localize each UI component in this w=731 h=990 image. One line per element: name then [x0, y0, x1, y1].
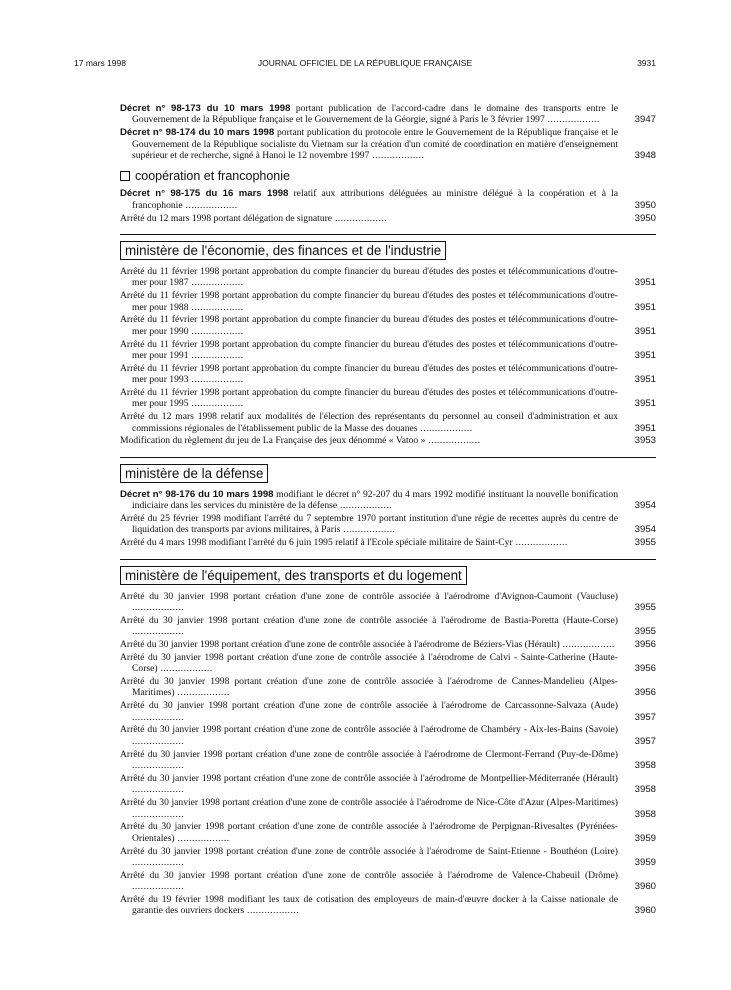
toc-page-number: 3951 [634, 325, 656, 337]
toc-entry-text [120, 773, 618, 796]
toc-page-number: 3947 [634, 114, 656, 126]
toc-entry-title: portant publication du protocole entre le Gouvernement de la République française et le Gouvernement de la République socialiste du Vietnam sur la création d'un comité de coordination en matière d'enseignement supérieur et de recherche, signé à Hanoi le 12 novembre 1997 [132, 127, 618, 162]
toc-page-number: 3953 [634, 435, 656, 447]
dot-leader: .................. [174, 832, 230, 844]
toc-entry-title: Arrêté du 4 mars 1998 modifiant l'arrêté du 6 juin 1995 relatif à l'Ecole spéciale militaire de Saint-Cyr [120, 537, 513, 549]
toc-entry-title: Arrêté du 30 janvier 1998 portant création d'une zone de contrôle associée à l'aérodrome de Bastia-Poretta (Haute-Corse) [120, 614, 618, 626]
toc-entry-text [120, 188, 618, 211]
dot-leader: .................. [174, 687, 230, 699]
toc-entry-title: Arrêté du 30 janvier 1998 portant création d'une zone de contrôle associée à l'aérodrome de Carcassonne-Salvaza (Aude) [120, 700, 618, 712]
toc-entry [120, 870, 656, 893]
toc-entry-text [120, 363, 618, 386]
subsection-heading [120, 169, 656, 183]
toc-entry-text [120, 314, 618, 337]
toc-page-number: 3955 [634, 602, 656, 614]
toc-page-number: 3956 [634, 687, 656, 699]
toc-entry-title: relatif aux attributions déléguées au ministre délégué à la coopération et à la francophonie [132, 188, 618, 211]
toc-page-number: 3950 [634, 199, 656, 211]
toc-entry-title: Arrêté du 12 mars 1998 relatif aux modalités de l'élection des représentants du personnel au conseil d'administration et aux commissions régionales de l'établissement public de la Masse des douanes [120, 411, 618, 434]
toc-entry-text [120, 591, 618, 614]
dot-leader: .................. [132, 626, 185, 638]
toc-entry [120, 652, 656, 675]
toc-entry-title: Arrêté du 30 janvier 1998 portant création d'une zone de contrôle associée à l'aérodrome de Béziers-Vias (Hérault) [120, 639, 560, 651]
dot-leader: .................. [132, 881, 185, 893]
toc-entry-title: Arrêté du 11 février 1998 portant approbation du compte financier du bureau d'études des postes et télécommunications d'outre-mer pour 1988 [120, 290, 618, 313]
dot-leader: .................. [157, 663, 213, 675]
dot-leader: .................. [544, 114, 600, 126]
toc-page-number: 3950 [634, 212, 656, 224]
dot-leader: .................. [417, 422, 473, 434]
toc-entry [120, 188, 656, 211]
toc-entry-title: Arrêté du 11 février 1998 portant approbation du compte financier du bureau d'études des postes et télécommunications d'outre-mer pour 1995 [120, 387, 618, 410]
toc-entry-text [120, 266, 618, 289]
journal-title: JOURNAL OFFICIEL DE LA RÉPUBLIQUE FRANÇAISE [257, 58, 473, 68]
toc-entry-title: Arrêté du 11 février 1998 portant approbation du compte financier du bureau d'études des postes et télécommunications d'outre-mer pour 1987 [120, 266, 618, 289]
toc-entry-text [120, 676, 618, 699]
toc-page-number: 3957 [634, 711, 656, 723]
toc-entry [120, 103, 656, 126]
toc-entry-title: Arrêté du 19 février 1998 modifiant les taux de cotisation des employeurs de main-d'œuvre docker à la Caisse nationale de garantie des ouvriers dockers [120, 893, 618, 917]
toc-entry-title: Arrêté du 30 janvier 1998 portant création d'une zone de contrôle associée à l'aérodrome d'Avignon-Caumont (Vaucluse) [120, 590, 618, 602]
dot-leader: .................. [188, 398, 244, 410]
ministry-section-heading: ministère de la défense [120, 464, 268, 483]
toc-page-number: 3959 [634, 832, 656, 844]
toc-entry-text [120, 821, 618, 844]
toc-entry [120, 489, 656, 512]
toc-page-number: 3957 [634, 735, 656, 747]
toc-entry-title: portant publication de l'accord-cadre dans le domaine des transports entre le Gouvernement de la République française et le Gouvernement de la Géorgie, signé à Paris le 3 février 1997 [132, 103, 618, 126]
toc-entry-title: Arrêté du 30 janvier 1998 portant création d'une zone de contrôle associée à l'aérodrome de Perpignan-Rivesaltes (Pyrénées-Orientales) [120, 821, 618, 844]
decree-reference: Décret n° 98-176 du 10 mars 1998 [120, 488, 274, 500]
toc-entry [120, 773, 656, 796]
toc-entry-text [120, 749, 618, 772]
dot-leader: .................. [512, 537, 568, 549]
toc-entry [120, 266, 656, 289]
toc-entry-text [120, 489, 618, 512]
toc-page-number: 3956 [634, 663, 656, 675]
toc-entry [120, 127, 656, 161]
toc-entry-text [120, 537, 618, 548]
dot-leader: .................. [188, 374, 244, 386]
toc-entry [120, 213, 656, 224]
toc-entry-title: Arrêté du 12 mars 1998 portant délégation de signature [120, 212, 333, 224]
toc-page-number: 3951 [634, 422, 656, 434]
dot-leader: .................. [244, 905, 300, 917]
dot-leader: .................. [132, 856, 185, 868]
dot-leader: .................. [559, 639, 615, 651]
ministry-section-heading: ministère de l'économie, des finances et de l'industrie [120, 241, 446, 260]
dot-leader: .................. [182, 199, 238, 211]
toc-entry [120, 639, 656, 650]
toc-entry-text [120, 652, 618, 675]
toc-entry-text [120, 127, 618, 161]
dot-leader: .................. [188, 350, 244, 362]
toc-entry-text [120, 103, 618, 126]
toc-entry-text [120, 339, 618, 362]
toc-entry [120, 435, 656, 446]
toc-entry-text [120, 435, 618, 446]
toc-entry [120, 363, 656, 386]
header-date: 17 mars 1998 [74, 58, 126, 68]
toc-entry-text [120, 870, 618, 893]
toc-entry [120, 513, 656, 536]
toc-page-number: 3960 [634, 905, 656, 917]
section-divider [120, 559, 656, 591]
toc-page-number: 3951 [634, 398, 656, 410]
dot-leader: .................. [337, 500, 393, 512]
toc-entry-title: Arrêté du 30 janvier 1998 portant création d'une zone de contrôle associée à l'aérodrome de Nice-Côte d'Azur (Alpes-Maritimes) [120, 797, 618, 809]
dot-leader: .................. [425, 435, 481, 447]
toc-entry [120, 537, 656, 548]
ministry-section-heading: ministère de l'équipement, des transports et du logement [120, 566, 467, 585]
decree-reference: Décret n° 98-173 du 10 mars 1998 [120, 103, 291, 114]
toc-entry-text [120, 411, 618, 434]
dot-leader: .................. [132, 784, 185, 796]
dot-leader: .................. [132, 760, 185, 772]
toc-page-number: 3959 [634, 856, 656, 868]
toc-entry [120, 894, 656, 917]
toc-entry-text [120, 639, 618, 650]
toc-entry-title: Arrêté du 30 janvier 1998 portant création d'une zone de contrôle associée à l'aérodrome de Chambéry - Aix-les-Bains (Savoie) [120, 724, 618, 736]
toc-entry [120, 387, 656, 410]
toc-entry-text [120, 894, 618, 917]
toc-entry-text [120, 615, 618, 638]
toc-entry-text [120, 846, 618, 869]
toc-page-number: 3954 [634, 500, 656, 512]
toc-entry-text [120, 700, 618, 723]
toc-entry-title: Arrêté du 11 février 1998 portant approbation du compte financier du bureau d'études des postes et télécommunications d'outre-mer pour 1993 [120, 362, 618, 386]
toc-entry [120, 749, 656, 772]
toc-entry-title: Arrêté du 30 janvier 1998 portant création d'une zone de contrôle associée à l'aérodrome de Saint-Etienne - Bouthéon (Loire) [120, 845, 618, 857]
dot-leader: .................. [332, 212, 388, 224]
toc-entry [120, 314, 656, 337]
toc-page-number: 3958 [634, 808, 656, 820]
toc-entry-title: Modification du règlement du jeu de La Française des jeux dénommé « Vatoo » [120, 435, 426, 447]
toc-entry-text [120, 290, 618, 313]
dot-leader: .................. [188, 301, 244, 313]
toc-page-number: 3948 [634, 150, 656, 162]
dot-leader: .................. [369, 150, 425, 162]
toc-entry [120, 700, 656, 723]
toc-entry-title: Arrêté du 30 janvier 1998 portant création d'une zone de contrôle associée à l'aérodrome de Valence-Chabeuil (Drôme) [120, 869, 618, 881]
toc-page-number: 3951 [634, 374, 656, 386]
toc-entry [120, 676, 656, 699]
toc-entry-title: Arrêté du 30 janvier 1998 portant création d'une zone de contrôle associée à l'aérodrome de Montpellier-Méditerranée (Hérault) [120, 772, 618, 784]
section-divider [120, 457, 656, 489]
dot-leader: .................. [132, 808, 185, 820]
section-divider [120, 234, 656, 266]
toc-page-number: 3951 [634, 277, 656, 289]
toc-page-number: 3951 [634, 350, 656, 362]
toc-entry [120, 846, 656, 869]
toc-entry-title: Arrêté du 11 février 1998 portant approbation du compte financier du bureau d'études des postes et télécommunications d'outre-mer pour 1990 [120, 314, 618, 337]
checkbox-square-icon [120, 171, 130, 181]
toc-page-number: 3960 [634, 881, 656, 893]
toc-page-number: 3958 [634, 784, 656, 796]
toc-entry [120, 290, 656, 313]
toc-entry [120, 615, 656, 638]
decree-reference: Décret n° 98-174 du 10 mars 1998 [120, 127, 275, 139]
header-page-number: 3931 [637, 58, 656, 68]
toc-page-number: 3955 [634, 626, 656, 638]
decree-reference: Décret n° 98-175 du 16 mars 1998 [120, 188, 289, 200]
table-of-contents [120, 103, 656, 918]
toc-page-number: 3955 [634, 537, 656, 549]
toc-entry [120, 821, 656, 844]
toc-entry-text [120, 213, 618, 224]
toc-entry [120, 339, 656, 362]
dot-leader: .................. [340, 524, 396, 536]
dot-leader: .................. [132, 735, 185, 747]
dot-leader: .................. [188, 277, 244, 289]
toc-entry [120, 797, 656, 820]
toc-entry [120, 724, 656, 747]
toc-entry-title: modifiant le décret n° 92-207 du 4 mars 1992 modifié instituant la nouvelle bonification indiciaire dans les services du ministère de la défense [132, 488, 618, 512]
subsection-title: coopération et francophonie [135, 169, 290, 184]
toc-page-number: 3958 [634, 760, 656, 772]
page-header [74, 58, 656, 70]
toc-entry-text [120, 513, 618, 536]
toc-page-number: 3956 [634, 639, 656, 651]
toc-entry-text [120, 724, 618, 747]
toc-entry [120, 591, 656, 614]
toc-page-number: 3951 [634, 301, 656, 313]
toc-entry-title: Arrêté du 30 janvier 1998 portant création d'une zone de contrôle associée à l'aérodrome de Clermont-Ferrand (Puy-de-Dôme) [120, 748, 618, 760]
toc-page-number: 3954 [634, 524, 656, 536]
toc-entry-text [120, 797, 618, 820]
dot-leader: .................. [132, 711, 185, 723]
dot-leader: .................. [132, 602, 185, 614]
toc-entry-title: Arrêté du 30 janvier 1998 portant création d'une zone de contrôle associée à l'aérodrome de Calvi - Sainte-Catherine (Haute-Corse) [120, 651, 618, 675]
toc-entry-title: Arrêté du 11 février 1998 portant approbation du compte financier du bureau d'études des postes et télécommunications d'outre-mer pour 1991 [120, 338, 618, 362]
toc-entry-title: Arrêté du 30 janvier 1998 portant création d'une zone de contrôle associée à l'aérodrome de Cannes-Mandelieu (Alpes-Maritimes) [120, 676, 618, 699]
dot-leader: .................. [188, 325, 244, 337]
toc-entry-text [120, 387, 618, 410]
toc-entry [120, 411, 656, 434]
toc-entry-title: Arrêté du 25 février 1998 modifiant l'arrêté du 7 septembre 1970 portant institution d'une régie de recettes auprès du centre de liquidation des transports par avions militaires, à Paris [120, 513, 618, 536]
